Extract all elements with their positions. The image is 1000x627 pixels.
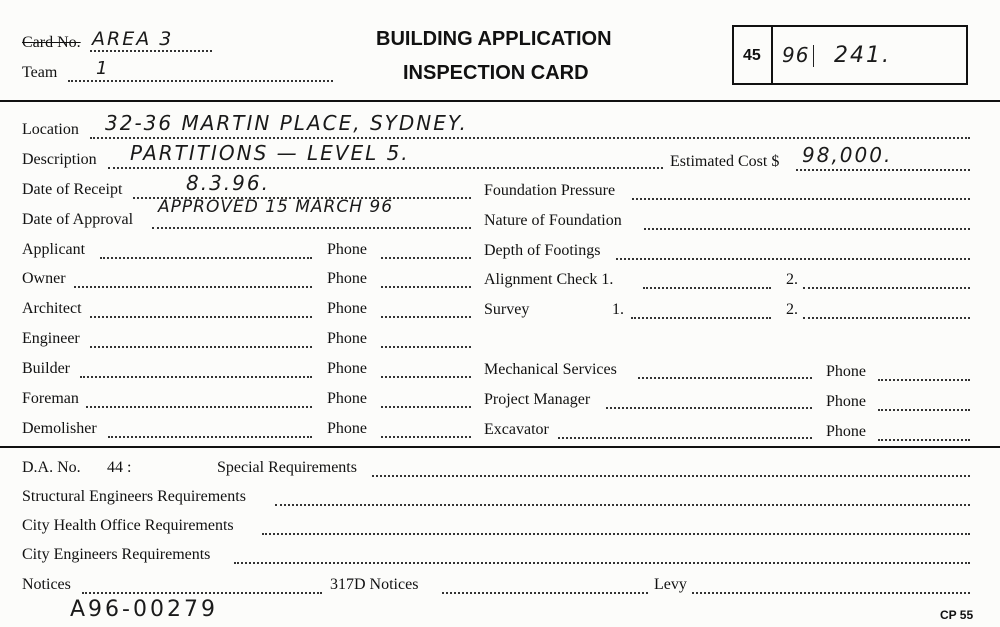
special-req-dotline xyxy=(372,475,970,477)
estimated-cost-label: Estimated Cost $ xyxy=(670,153,780,170)
engineer-dotline xyxy=(90,346,312,348)
demolisher-phone-dotline xyxy=(381,436,471,438)
health-dotline xyxy=(262,533,970,535)
survey-2-label: 2. xyxy=(786,301,798,318)
footer-rule xyxy=(0,446,1000,448)
foreman-dotline xyxy=(86,406,312,408)
owner-phone-label: Phone xyxy=(327,270,367,287)
owner-dotline xyxy=(74,286,312,288)
architect-phone-dotline xyxy=(381,316,471,318)
structural-dotline xyxy=(275,504,970,506)
alignment-2-dotline xyxy=(803,287,970,289)
card-no-value: AREA 3 xyxy=(92,28,174,50)
applicant-phone-label: Phone xyxy=(327,241,367,258)
demolisher-phone-label: Phone xyxy=(327,420,367,437)
project-manager-label: Project Manager xyxy=(484,391,591,408)
builder-label: Builder xyxy=(22,360,70,377)
location-dotline xyxy=(90,137,970,139)
notices-317-label: 317D Notices xyxy=(330,576,419,593)
estimated-cost-value: 98,000. xyxy=(802,143,893,167)
foreman-phone-dotline xyxy=(381,406,471,408)
handwritten-reference: A96-00279 xyxy=(70,597,218,622)
applicant-label: Applicant xyxy=(22,241,86,258)
nature-foundation-label: Nature of Foundation xyxy=(484,212,622,229)
builder-dotline xyxy=(80,376,312,378)
survey-1-dotline xyxy=(631,317,771,319)
box-prefix: 45 xyxy=(743,47,761,64)
excavator-label: Excavator xyxy=(484,421,549,438)
engineer-label: Engineer xyxy=(22,330,80,347)
box-number: 241. xyxy=(834,43,891,68)
approval-dotline xyxy=(152,227,471,229)
team-label: Team xyxy=(22,64,58,81)
demolisher-label: Demolisher xyxy=(22,420,97,437)
excavator-phone-dotline xyxy=(878,439,970,441)
date-approval-value: APPROVED 15 MARCH 96 xyxy=(158,197,394,217)
foundation-pressure-label: Foundation Pressure xyxy=(484,182,616,199)
excavator-phone-label: Phone xyxy=(826,423,866,440)
engineer-phone-dotline xyxy=(381,346,471,348)
header-rule xyxy=(0,100,1000,102)
date-receipt-label: Date of Receipt xyxy=(22,181,123,198)
team-value: 1 xyxy=(96,58,110,79)
notices-dotline xyxy=(82,592,322,594)
architect-phone-label: Phone xyxy=(327,300,367,317)
project-manager-dotline xyxy=(606,407,812,409)
pm-phone-dotline xyxy=(878,409,970,411)
team-dotline xyxy=(68,80,333,82)
foreman-label: Foreman xyxy=(22,390,79,407)
excavator-dotline xyxy=(558,437,812,439)
applicant-phone-dotline xyxy=(381,257,471,259)
alignment-2-label: 2. xyxy=(786,271,798,288)
da-no-value: 44 : xyxy=(107,459,132,476)
description-value: PARTITIONS — LEVEL 5. xyxy=(130,141,410,165)
survey-1-label: 1. xyxy=(612,301,624,318)
nature-foundation-dotline xyxy=(644,228,970,230)
builder-phone-dotline xyxy=(381,376,471,378)
mechanical-label: Mechanical Services xyxy=(484,361,617,378)
owner-phone-dotline xyxy=(381,286,471,288)
city-eng-dotline xyxy=(234,562,970,564)
location-value: 32-36 MARTIN PLACE, SYDNEY. xyxy=(105,111,468,135)
title-line2: INSPECTION CARD xyxy=(403,62,589,84)
description-label: Description xyxy=(22,151,97,168)
structural-label: Structural Engineers Requirements xyxy=(22,488,246,505)
owner-label: Owner xyxy=(22,270,66,287)
alignment-1-dotline xyxy=(643,287,771,289)
box-year: 96 xyxy=(782,43,810,67)
city-eng-label: City Engineers Requirements xyxy=(22,546,211,563)
notices-label: Notices xyxy=(22,576,71,593)
architect-dotline xyxy=(90,316,312,318)
date-approval-label: Date of Approval xyxy=(22,211,134,228)
architect-label: Architect xyxy=(22,300,82,317)
special-req-label: Special Requirements xyxy=(217,459,357,476)
foundation-pressure-dotline xyxy=(632,198,970,200)
date-receipt-value: 8.3.96. xyxy=(186,171,270,195)
depth-footings-dotline xyxy=(616,258,970,260)
alignment-check-label: Alignment Check 1. xyxy=(484,271,614,288)
health-label: City Health Office Requirements xyxy=(22,517,234,534)
demolisher-dotline xyxy=(108,436,312,438)
title-line1: BUILDING APPLICATION xyxy=(376,28,612,50)
foreman-phone-label: Phone xyxy=(327,390,367,407)
description-dotline xyxy=(108,167,663,169)
mechanical-phone-dotline xyxy=(878,379,970,381)
levy-label: Levy xyxy=(654,576,687,593)
mechanical-phone-label: Phone xyxy=(826,363,866,380)
notices-317-dotline xyxy=(442,592,648,594)
depth-footings-label: Depth of Footings xyxy=(484,242,601,259)
mechanical-dotline xyxy=(638,377,812,379)
location-label: Location xyxy=(22,121,79,138)
cost-dotline xyxy=(796,169,970,171)
form-code: CP 55 xyxy=(940,608,974,622)
card-no-dotline xyxy=(90,50,212,52)
survey-2-dotline xyxy=(803,317,970,319)
builder-phone-label: Phone xyxy=(327,360,367,377)
card-no-label: Card No. xyxy=(22,34,81,51)
da-no-label: D.A. No. xyxy=(22,459,81,476)
applicant-dotline xyxy=(100,257,312,259)
pm-phone-label: Phone xyxy=(826,393,866,410)
engineer-phone-label: Phone xyxy=(327,330,367,347)
levy-dotline xyxy=(692,592,970,594)
survey-label: Survey xyxy=(484,301,530,318)
card-number-box xyxy=(732,25,968,85)
